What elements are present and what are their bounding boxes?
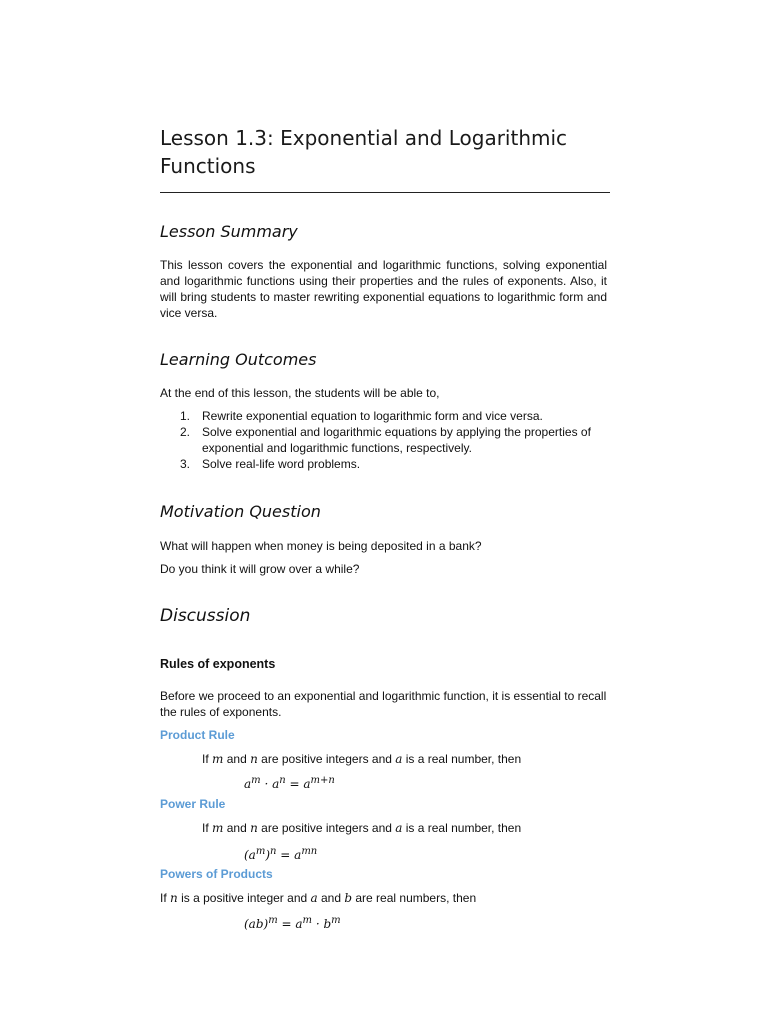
power-rule-label: Power Rule <box>160 797 226 811</box>
list-text: Rewrite exponential equation to logarithmic form and vice versa. <box>202 409 543 423</box>
outcomes-intro: At the end of this lesson, the students will be able to, <box>160 386 440 400</box>
list-item <box>160 424 607 456</box>
powers-of-products-condition: If n is a positive integer and a and b are real numbers, then <box>160 891 477 905</box>
outcomes-heading: Learning Outcomes <box>160 350 317 369</box>
page-title: Lesson 1.3: Exponential and Logarithmic Functions <box>160 126 568 178</box>
summary-text: This lesson covers the exponential and logarithmic functions, solving exponential and logarithmic functions using their properties and the rules of exponents. Also, it will bring students to master rewriting exponential equations to logarithmic form and vice versa. <box>160 258 607 320</box>
power-rule-condition: If m and n are positive integers and a is a real number, then <box>202 821 522 835</box>
motivation-question-2: Do you think it will grow over a while? <box>160 562 360 576</box>
list-item <box>160 456 607 472</box>
motivation-heading: Motivation Question <box>160 502 321 521</box>
product-rule-formula: $a^m \cdot a^n = a^{m+n}$ <box>244 775 335 791</box>
discussion-heading: Discussion <box>160 606 251 626</box>
rules-subheading: Rules of exponents <box>160 657 276 671</box>
power-rule-formula: $(a^m)^n = a^{mn}$ <box>244 846 318 862</box>
product-rule-label: Product Rule <box>160 728 235 742</box>
list-number: 1. <box>180 409 191 423</box>
summary-heading: Lesson Summary <box>160 222 298 241</box>
powers-of-products-formula: $(ab)^m = a^m \cdot b^m$ <box>244 915 341 931</box>
motivation-question-1: What will happen when money is being deposited in a bank? <box>160 539 482 553</box>
list-item <box>160 408 607 424</box>
product-rule-condition: If m and n are positive integers and a is a real number, then <box>202 752 522 766</box>
outcomes-list <box>160 408 607 472</box>
list-number: 2. <box>180 425 191 439</box>
list-text: Solve exponential and logarithmic equations by applying the properties of exponential and logarithmic functions, respectively. <box>202 425 591 455</box>
powers-of-products-label: Powers of Products <box>160 867 273 881</box>
discussion-intro: Before we proceed to an exponential and logarithmic function, it is essential to recall the rules of exponents. <box>160 689 607 719</box>
list-number: 3. <box>180 457 191 471</box>
list-text: Solve real-life word problems. <box>202 457 361 471</box>
title-divider <box>160 192 610 193</box>
